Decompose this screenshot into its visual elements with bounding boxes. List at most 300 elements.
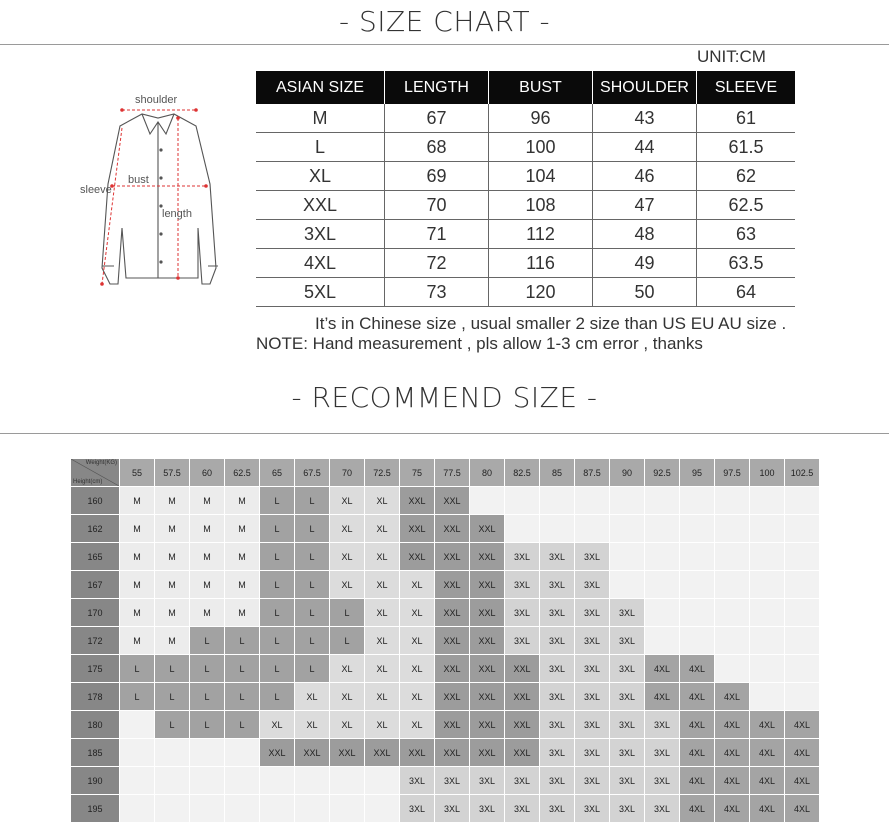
size-chart-cell: 72 (385, 249, 489, 278)
header-asian-size: ASIAN SIZE (256, 71, 385, 104)
recommend-cell (540, 515, 575, 543)
weight-header: 70 (330, 459, 365, 487)
recommend-cell: 4XL (645, 655, 680, 683)
size-chart-cell: 44 (593, 133, 697, 162)
recommend-cell: 4XL (785, 795, 820, 823)
recommend-cell: XXL (435, 739, 470, 767)
recommend-cell: XXL (365, 739, 400, 767)
recommend-cell: XXL (435, 683, 470, 711)
recommend-cell: XXL (435, 571, 470, 599)
bust-label: bust (128, 174, 149, 186)
size-chart-row (256, 220, 795, 249)
recommend-cell: XL (400, 627, 435, 655)
recommend-cell: 3XL (540, 795, 575, 823)
recommend-cell: XL (365, 487, 400, 515)
recommend-cell (505, 487, 540, 515)
weight-header: 82.5 (505, 459, 540, 487)
header-bust: BUST (489, 71, 593, 104)
recommend-cell: M (155, 599, 190, 627)
recommend-cell (680, 543, 715, 571)
header-shoulder: SHOULDER (593, 71, 697, 104)
recommend-cell: L (330, 599, 365, 627)
weight-header: 55 (120, 459, 155, 487)
recommend-cell: M (190, 515, 225, 543)
shirt-measurement-diagram (78, 88, 248, 298)
height-row (71, 543, 820, 571)
recommend-cell (120, 739, 155, 767)
recommend-cell: M (225, 515, 260, 543)
recommend-cell (715, 599, 750, 627)
size-chart-cell: 50 (593, 278, 697, 307)
size-chart-cell: 4XL (256, 249, 385, 278)
recommend-cell: L (295, 599, 330, 627)
recommend-cell (715, 515, 750, 543)
weight-header: 102.5 (785, 459, 820, 487)
unit-label: UNIT:CM (697, 47, 766, 66)
recommend-cell: XL (400, 599, 435, 627)
size-note: It’s in Chinese size , usual smaller 2 size than US EU AU size . (315, 314, 787, 333)
recommend-cell (190, 767, 225, 795)
recommend-cell (120, 711, 155, 739)
size-chart-cell: 61.5 (697, 133, 796, 162)
recommend-cell: XL (365, 571, 400, 599)
recommend-cell: XXL (470, 711, 505, 739)
recommend-cell (785, 487, 820, 515)
recommend-cell: 4XL (680, 655, 715, 683)
height-header: 165 (71, 543, 120, 571)
recommend-cell: XL (330, 543, 365, 571)
recommend-cell (680, 627, 715, 655)
height-header: 160 (71, 487, 120, 515)
recommend-cell: 4XL (680, 711, 715, 739)
recommend-cell: 3XL (505, 795, 540, 823)
recommend-cell (785, 599, 820, 627)
recommend-cell: XL (365, 543, 400, 571)
size-chart-cell: L (256, 133, 385, 162)
weight-header: 90 (610, 459, 645, 487)
recommend-cell: XXL (295, 739, 330, 767)
recommend-cell: L (295, 487, 330, 515)
recommend-cell: L (155, 711, 190, 739)
recommend-cell: XXL (330, 739, 365, 767)
recommend-cell: L (260, 599, 295, 627)
recommend-cell (750, 571, 785, 599)
weight-axis-label: Weight(KG) (85, 460, 117, 466)
recommend-cell: 4XL (785, 767, 820, 795)
size-chart-cell: 64 (697, 278, 796, 307)
recommend-cell: XL (330, 711, 365, 739)
size-chart-cell: 63.5 (697, 249, 796, 278)
size-chart-row (256, 133, 795, 162)
recommend-cell: XXL (435, 627, 470, 655)
recommend-cell: 3XL (645, 711, 680, 739)
recommend-cell: 4XL (750, 795, 785, 823)
recommend-cell: 4XL (680, 683, 715, 711)
recommend-cell: XL (330, 571, 365, 599)
height-header: 180 (71, 711, 120, 739)
recommend-cell: M (155, 487, 190, 515)
height-row (71, 487, 820, 515)
recommend-cell: M (190, 543, 225, 571)
recommend-cell (645, 543, 680, 571)
recommend-cell (505, 515, 540, 543)
recommend-cell: XXL (400, 543, 435, 571)
recommend-cell: 3XL (645, 739, 680, 767)
recommend-cell: 3XL (540, 683, 575, 711)
height-row (71, 599, 820, 627)
recommend-cell: 3XL (610, 599, 645, 627)
height-row (71, 627, 820, 655)
height-header: 178 (71, 683, 120, 711)
recommend-cell: 4XL (680, 767, 715, 795)
recommend-cell: M (190, 599, 225, 627)
recommend-cell (120, 767, 155, 795)
height-header: 195 (71, 795, 120, 823)
height-row (71, 739, 820, 767)
weight-header: 65 (260, 459, 295, 487)
recommend-cell: L (120, 683, 155, 711)
recommend-cell (750, 627, 785, 655)
recommend-cell: 3XL (575, 795, 610, 823)
recommend-cell: L (190, 711, 225, 739)
size-chart-title: - SIZE CHART - (0, 2, 889, 42)
recommend-cell: L (295, 655, 330, 683)
recommend-cell: XL (295, 683, 330, 711)
recommend-cell: L (260, 683, 295, 711)
recommend-cell: XXL (470, 739, 505, 767)
recommend-cell: M (190, 571, 225, 599)
recommend-cell: 3XL (610, 711, 645, 739)
recommend-cell: M (120, 599, 155, 627)
divider-top (0, 44, 889, 45)
recommend-cell: 3XL (505, 571, 540, 599)
recommend-cell (540, 487, 575, 515)
recommend-cell: L (260, 655, 295, 683)
recommend-cell: 3XL (540, 711, 575, 739)
recommend-cell: L (155, 655, 190, 683)
recommend-cell: M (225, 487, 260, 515)
height-header: 190 (71, 767, 120, 795)
size-chart-cell: 49 (593, 249, 697, 278)
divider-bottom (0, 433, 889, 434)
size-chart-cell: 63 (697, 220, 796, 249)
size-chart-cell: 68 (385, 133, 489, 162)
recommend-cell (785, 683, 820, 711)
recommend-cell: M (120, 627, 155, 655)
weight-header: 72.5 (365, 459, 400, 487)
size-chart-row (256, 104, 795, 133)
recommend-cell (155, 795, 190, 823)
recommend-cell (330, 795, 365, 823)
recommend-cell: XL (330, 487, 365, 515)
recommend-cell: L (155, 683, 190, 711)
recommend-cell: M (155, 571, 190, 599)
height-header: 167 (71, 571, 120, 599)
recommend-cell: XL (260, 711, 295, 739)
size-chart-cell: 112 (489, 220, 593, 249)
recommend-cell: L (260, 543, 295, 571)
recommend-cell (680, 599, 715, 627)
height-header: 175 (71, 655, 120, 683)
recommend-size-grid (70, 458, 820, 823)
recommend-cell: XXL (505, 683, 540, 711)
weight-header: 57.5 (155, 459, 190, 487)
size-chart-row (256, 249, 795, 278)
recommend-cell: XL (365, 515, 400, 543)
recommend-cell: 3XL (575, 571, 610, 599)
recommend-cell: 3XL (540, 767, 575, 795)
size-chart-cell: 47 (593, 191, 697, 220)
recommend-cell: L (260, 487, 295, 515)
recommend-cell: XXL (435, 711, 470, 739)
recommend-cell: L (295, 515, 330, 543)
recommend-cell: XL (365, 599, 400, 627)
recommend-cell: XXL (400, 515, 435, 543)
recommend-cell: L (190, 655, 225, 683)
recommend-cell: XXL (470, 571, 505, 599)
recommend-cell: XL (295, 711, 330, 739)
size-chart-cell: XL (256, 162, 385, 191)
recommend-cell: 3XL (645, 795, 680, 823)
recommend-cell (610, 571, 645, 599)
recommend-cell: 3XL (575, 683, 610, 711)
weight-header: 97.5 (715, 459, 750, 487)
recommend-cell: 4XL (715, 795, 750, 823)
recommend-cell: L (190, 627, 225, 655)
weight-header: 62.5 (225, 459, 260, 487)
recommend-cell (260, 795, 295, 823)
recommend-cell: XXL (400, 487, 435, 515)
recommend-cell (785, 543, 820, 571)
recommend-cell (610, 487, 645, 515)
size-chart-cell: M (256, 104, 385, 133)
recommend-cell: 4XL (750, 767, 785, 795)
recommend-cell (645, 599, 680, 627)
size-chart-cell: 48 (593, 220, 697, 249)
recommend-cell (750, 515, 785, 543)
recommend-cell: 3XL (610, 655, 645, 683)
recommend-cell (365, 795, 400, 823)
recommend-cell: 3XL (435, 795, 470, 823)
recommend-cell: 3XL (540, 627, 575, 655)
recommend-cell (785, 571, 820, 599)
size-chart-cell: 116 (489, 249, 593, 278)
recommend-cell: 4XL (715, 739, 750, 767)
recommend-cell: 3XL (470, 767, 505, 795)
size-chart-cell: 71 (385, 220, 489, 249)
recommend-cell: 3XL (610, 739, 645, 767)
recommend-cell (785, 655, 820, 683)
recommend-cell: 3XL (610, 795, 645, 823)
recommend-cell (645, 571, 680, 599)
recommend-cell: 3XL (540, 571, 575, 599)
size-chart-cell: 100 (489, 133, 593, 162)
recommend-cell: XL (400, 711, 435, 739)
recommend-cell: M (190, 487, 225, 515)
recommend-cell: 3XL (540, 543, 575, 571)
recommend-cell (680, 487, 715, 515)
weight-header: 85 (540, 459, 575, 487)
recommend-cell: 3XL (575, 655, 610, 683)
recommend-cell: XXL (470, 683, 505, 711)
recommend-cell: XL (400, 683, 435, 711)
recommend-cell: XXL (435, 543, 470, 571)
height-header: 170 (71, 599, 120, 627)
recommend-cell (750, 683, 785, 711)
height-row (71, 571, 820, 599)
recommend-cell: XXL (435, 487, 470, 515)
recommend-cell: 4XL (750, 711, 785, 739)
recommend-cell: XXL (470, 655, 505, 683)
size-chart-row (256, 162, 795, 191)
recommend-cell (225, 739, 260, 767)
recommend-cell (645, 515, 680, 543)
size-chart-cell: 96 (489, 104, 593, 133)
recommend-cell: 3XL (505, 627, 540, 655)
recommend-cell: XXL (505, 739, 540, 767)
recommend-cell: 3XL (610, 767, 645, 795)
recommend-cell (330, 767, 365, 795)
grid-corner (71, 459, 120, 487)
height-row (71, 711, 820, 739)
recommend-cell: 3XL (610, 627, 645, 655)
recommend-cell: 4XL (680, 739, 715, 767)
recommend-cell: L (225, 711, 260, 739)
recommend-cell: XL (365, 627, 400, 655)
recommend-cell: 4XL (680, 795, 715, 823)
weight-header: 87.5 (575, 459, 610, 487)
weight-header: 92.5 (645, 459, 680, 487)
recommend-cell: XL (330, 683, 365, 711)
recommend-cell: XXL (400, 739, 435, 767)
recommend-cell: 3XL (575, 543, 610, 571)
recommend-cell: L (225, 683, 260, 711)
recommend-cell: XXL (470, 515, 505, 543)
header-sleeve: SLEEVE (697, 71, 796, 104)
recommend-cell: M (225, 571, 260, 599)
recommend-cell: M (225, 543, 260, 571)
recommend-cell: L (295, 571, 330, 599)
recommend-cell: M (155, 627, 190, 655)
height-header: 172 (71, 627, 120, 655)
recommend-cell (575, 487, 610, 515)
recommend-cell: 3XL (400, 767, 435, 795)
height-row (71, 795, 820, 823)
recommend-cell (715, 487, 750, 515)
recommend-cell: 3XL (505, 543, 540, 571)
size-chart-cell: 104 (489, 162, 593, 191)
recommend-cell (715, 543, 750, 571)
recommend-cell (575, 515, 610, 543)
recommend-cell: L (225, 655, 260, 683)
recommend-cell (225, 795, 260, 823)
recommend-cell (715, 571, 750, 599)
weight-header-row (71, 459, 820, 487)
recommend-cell: 3XL (435, 767, 470, 795)
recommend-size-title: - RECOMMEND SIZE - (0, 378, 889, 418)
recommend-cell (680, 515, 715, 543)
recommend-cell: XL (330, 655, 365, 683)
recommend-cell (190, 795, 225, 823)
recommend-cell: 3XL (610, 683, 645, 711)
size-chart-cell: 67 (385, 104, 489, 133)
weight-header: 67.5 (295, 459, 330, 487)
recommend-cell: 4XL (750, 739, 785, 767)
recommend-cell (260, 767, 295, 795)
size-chart-row (256, 191, 795, 220)
recommend-cell: XXL (470, 627, 505, 655)
measurement-note: NOTE: Hand measurement , pls allow 1-3 cm error , thanks (256, 334, 703, 353)
recommend-cell (785, 515, 820, 543)
recommend-cell: 4XL (715, 711, 750, 739)
recommend-cell: XL (330, 515, 365, 543)
recommend-cell: L (190, 683, 225, 711)
weight-header: 60 (190, 459, 225, 487)
recommend-cell: 3XL (575, 599, 610, 627)
size-chart-cell: 46 (593, 162, 697, 191)
size-chart-header-row (256, 71, 795, 104)
height-row (71, 683, 820, 711)
recommend-cell: 3XL (540, 655, 575, 683)
size-chart-row (256, 278, 795, 307)
recommend-cell: XL (400, 655, 435, 683)
recommend-cell: 4XL (785, 739, 820, 767)
recommend-cell: 3XL (575, 627, 610, 655)
recommend-cell: L (120, 655, 155, 683)
size-chart-cell: 43 (593, 104, 697, 133)
size-chart-cell: 69 (385, 162, 489, 191)
recommend-cell (470, 487, 505, 515)
recommend-cell (785, 627, 820, 655)
height-axis-label: Height(cm) (73, 479, 103, 485)
recommend-cell (750, 655, 785, 683)
height-header: 185 (71, 739, 120, 767)
recommend-cell (715, 655, 750, 683)
recommend-cell: XXL (505, 655, 540, 683)
recommend-cell: L (260, 515, 295, 543)
weight-header: 77.5 (435, 459, 470, 487)
weight-header: 95 (680, 459, 715, 487)
recommend-cell (680, 571, 715, 599)
recommend-cell: XXL (470, 599, 505, 627)
recommend-cell: M (225, 599, 260, 627)
recommend-cell (225, 767, 260, 795)
recommend-cell: M (155, 515, 190, 543)
recommend-cell: M (120, 487, 155, 515)
recommend-cell: 3XL (505, 767, 540, 795)
shoulder-label: shoulder (135, 94, 178, 106)
recommend-cell: 3XL (470, 795, 505, 823)
weight-header: 80 (470, 459, 505, 487)
recommend-cell: 3XL (540, 739, 575, 767)
size-chart-cell: 120 (489, 278, 593, 307)
recommend-cell (715, 627, 750, 655)
recommend-cell (295, 795, 330, 823)
recommend-cell: M (120, 571, 155, 599)
recommend-cell: XXL (435, 515, 470, 543)
recommend-cell: L (260, 627, 295, 655)
recommend-cell: 3XL (540, 599, 575, 627)
recommend-cell (750, 487, 785, 515)
recommend-cell: XXL (435, 599, 470, 627)
recommend-cell (750, 599, 785, 627)
height-row (71, 655, 820, 683)
size-chart-cell: XXL (256, 191, 385, 220)
recommend-cell (120, 795, 155, 823)
recommend-cell: M (120, 515, 155, 543)
size-chart-cell: 73 (385, 278, 489, 307)
height-row (71, 767, 820, 795)
